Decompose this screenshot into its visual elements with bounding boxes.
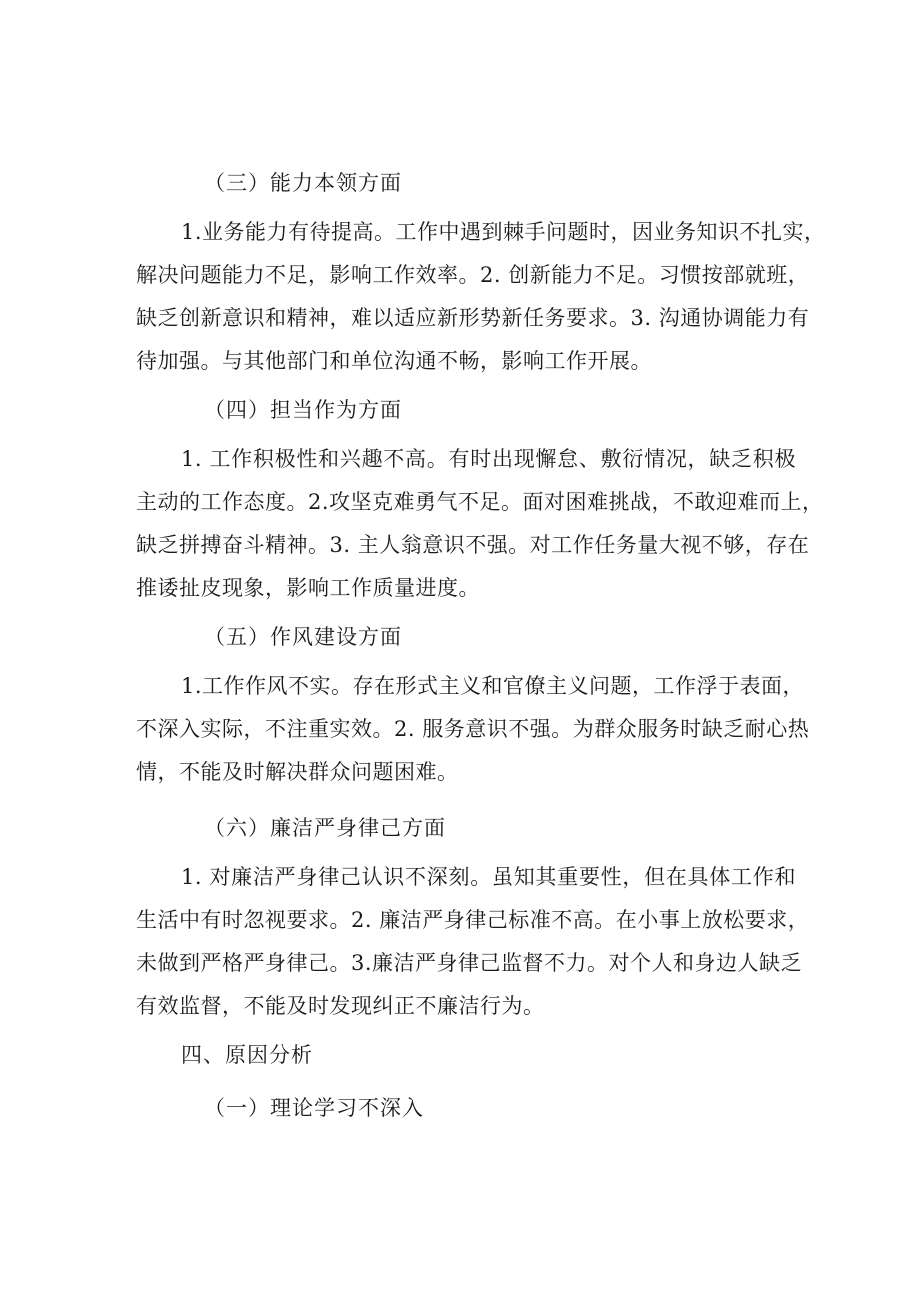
sub-heading: （一）理论学习不深入 [204, 1096, 424, 1120]
paragraph-line: 有效监督，不能及时发现纠正不廉洁行为。 [136, 994, 545, 1018]
part-heading: 四、原因分析 [181, 1043, 313, 1067]
paragraph-line: 生活中有时忽视要求。2. 廉洁严身律己标准不高。在小事上放松要求， [136, 908, 810, 932]
paragraph-line: 不深入实际，不注重实效。2. 服务意识不强。为群众服务时缺乏耐心热 [136, 717, 810, 741]
paragraph-line: 1.工作作风不实。存在形式主义和官僚主义问题，工作浮于表面， [181, 674, 805, 698]
paragraph-line: 主动的工作态度。2.攻坚克难勇气不足。面对困难挑战，不敢迎难而上， [136, 490, 824, 514]
paragraph-line: 缺乏创新意识和精神，难以适应新形势新任务要求。3. 沟通协调能力有 [136, 306, 810, 330]
paragraph-line: 未做到严格严身律己。3.廉洁严身律己监督不力。对个人和身边人缺乏 [136, 951, 803, 975]
paragraph-line: 解决问题能力不足，影响工作效率。2. 创新能力不足。习惯按部就班， [136, 263, 810, 287]
paragraph-line: 推诿扯皮现象，影响工作质量进度。 [136, 576, 480, 600]
section-heading-4: （四）担当作为方面 [204, 398, 402, 422]
paragraph-line: 待加强。与其他部门和单位沟通不畅，影响工作开展。 [136, 349, 652, 373]
paragraph-line: 情，不能及时解决群众问题困难。 [136, 760, 459, 784]
paragraph-line: 缺乏拼搏奋斗精神。3. 主人翁意识不强。对工作任务量大视不够，存在 [136, 533, 810, 557]
section-heading-5: （五）作风建设方面 [204, 625, 402, 649]
section-heading-3: （三）能力本领方面 [204, 171, 402, 195]
section-heading-6: （六）廉洁严身律己方面 [204, 816, 446, 840]
paragraph-line: 1. 对廉洁严身律己认识不深刻。虽知其重要性，但在具体工作和 [181, 865, 796, 889]
paragraph-line: 1. 工作积极性和兴趣不高。有时出现懈怠、敷衍情况，缺乏积极 [181, 447, 796, 471]
paragraph-line: 1.业务能力有待提高。工作中遇到棘手问题时，因业务知识不扎实， [181, 220, 826, 244]
